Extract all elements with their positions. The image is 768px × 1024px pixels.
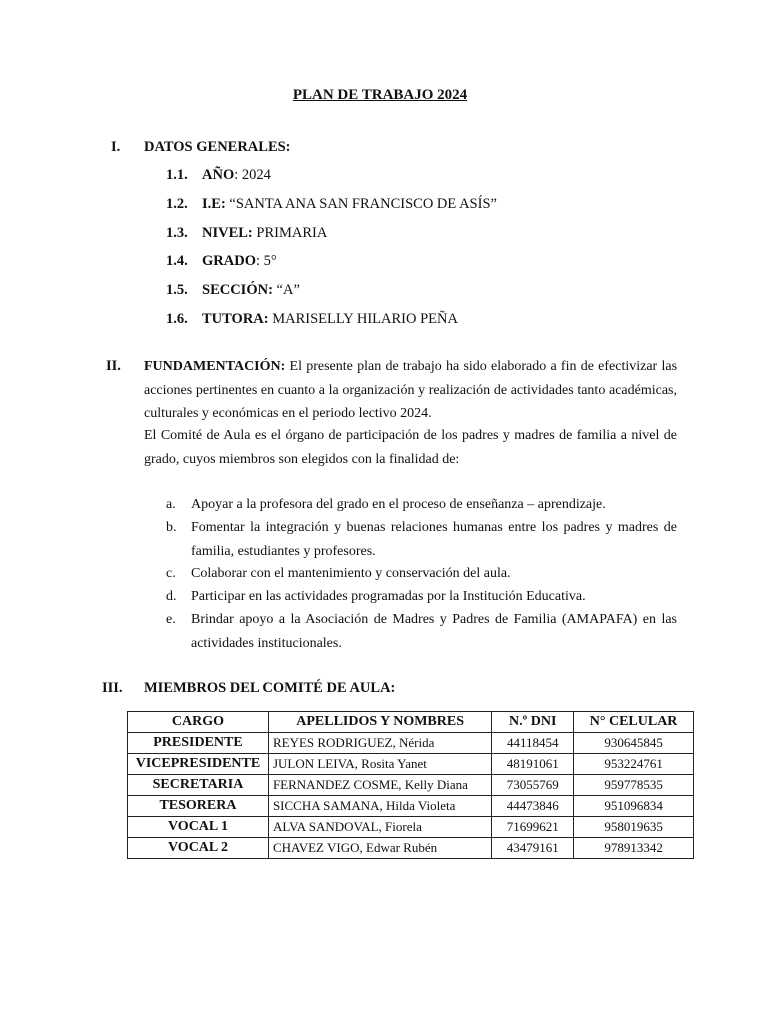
- objective-letter: c.: [166, 566, 176, 581]
- cell-nombre: CHAVEZ VIGO, Edwar Rubén: [268, 838, 491, 859]
- general-item-label: SECCIÓN:: [202, 282, 273, 298]
- section-3-number: III.: [102, 680, 123, 696]
- general-item-value: 2024: [241, 167, 271, 183]
- cell-nombre: SICCHA SAMANA, Hilda Violeta: [268, 796, 491, 817]
- cell-nombre: ALVA SANDOVAL, Fiorela: [268, 817, 491, 838]
- cell-celular: 930645845: [574, 733, 694, 754]
- cell-dni: 48191061: [492, 754, 574, 775]
- general-item-label: NIVEL:: [202, 225, 253, 241]
- table-row: [128, 796, 694, 817]
- cell-celular: 951096834: [574, 796, 694, 817]
- general-item-value: “A”: [276, 282, 300, 298]
- section-1-heading: DATOS GENERALES:: [144, 139, 291, 155]
- general-item-separator: :: [255, 253, 264, 269]
- general-item-number: 1.3.: [166, 225, 188, 241]
- table-row: [128, 754, 694, 775]
- objective-item: [166, 562, 677, 586]
- general-item-value: MARISELLY HILARIO PEÑA: [272, 311, 458, 327]
- cell-dni: 73055769: [492, 775, 574, 796]
- section-2-heading: FUNDAMENTACIÓN:: [144, 359, 286, 374]
- committee-table: [127, 711, 694, 859]
- general-item-label: I.E:: [202, 196, 226, 212]
- cell-celular: 959778535: [574, 775, 694, 796]
- table-row: [128, 733, 694, 754]
- cell-celular: 978913342: [574, 838, 694, 859]
- cell-nombre: FERNANDEZ COSME, Kelly Diana: [268, 775, 491, 796]
- objective-letter: b.: [166, 520, 177, 535]
- cell-cargo: PRESIDENTE: [128, 733, 269, 754]
- objective-text: Colaborar con el mantenimiento y conservación del aula.: [191, 566, 511, 581]
- objective-text: Apoyar a la profesora del grado en el proceso de enseñanza – aprendizaje.: [191, 497, 606, 512]
- general-item-label: AÑO: [202, 167, 235, 183]
- general-item-number: 1.1.: [166, 167, 188, 183]
- objective-letter: e.: [166, 612, 176, 627]
- cell-dni: 43479161: [492, 838, 574, 859]
- section-2-number: II.: [106, 358, 121, 374]
- objective-item: [166, 493, 677, 517]
- cell-nombre: REYES RODRIGUEZ, Nérida: [268, 733, 491, 754]
- cell-dni: 71699621: [492, 817, 574, 838]
- header-celular: N° CELULAR: [574, 712, 694, 733]
- general-item: [166, 167, 271, 184]
- general-item-label: TUTORA:: [202, 311, 269, 327]
- objective-text: Fomentar la integración y buenas relaciones humanas entre los padres y madres de familia, estudiantes y profesores.: [191, 520, 677, 559]
- general-item: [166, 196, 497, 213]
- general-item-value: “SANTA ANA SAN FRANCISCO DE ASÍS”: [229, 196, 497, 212]
- objective-item: [166, 585, 677, 609]
- cell-cargo: VOCAL 2: [128, 838, 269, 859]
- section-1-number: I.: [111, 139, 121, 155]
- general-item: [166, 311, 458, 328]
- table-row: [128, 817, 694, 838]
- objective-text: Brindar apoyo a la Asociación de Madres y Padres de Familia (AMAPAFA) en las actividades institucionales.: [191, 612, 677, 651]
- fundamentacion-paragraph: [144, 355, 677, 426]
- cell-cargo: VICEPRESIDENTE: [128, 754, 269, 775]
- committee-description: El Comité de Aula es el órgano de participación de los padres y madres de familia a nivel de grado, cuyos miembros son elegidos con la finalidad de:: [144, 428, 677, 467]
- cell-nombre: JULON LEIVA, Rosita Yanet: [268, 754, 491, 775]
- table-row: [128, 775, 694, 796]
- section-3-heading: MIEMBROS DEL COMITÉ DE AULA:: [144, 680, 396, 696]
- header-dni: N.º DNI: [492, 712, 574, 733]
- general-item-number: 1.2.: [166, 196, 188, 212]
- general-item-value: 5°: [263, 253, 277, 269]
- objective-letter: a.: [166, 497, 176, 512]
- general-item-number: 1.5.: [166, 282, 188, 298]
- objective-item: [166, 608, 677, 655]
- objective-text: Participar en las actividades programadas por la Institución Educativa.: [191, 589, 586, 604]
- cell-cargo: SECRETARIA: [128, 775, 269, 796]
- cell-dni: 44118454: [492, 733, 574, 754]
- general-item-label: GRADO: [202, 253, 256, 269]
- general-item: [166, 225, 327, 242]
- document-title: PLAN DE TRABAJO 2024: [292, 87, 468, 103]
- table-header-row: [128, 712, 694, 733]
- cell-celular: 953224761: [574, 754, 694, 775]
- cell-celular: 958019635: [574, 817, 694, 838]
- general-item-number: 1.6.: [166, 311, 188, 327]
- table-row: [128, 838, 694, 859]
- fundamentacion-text: El presente plan de trabajo ha sido elaborado a fin de efectivizar las acciones pertinentes en cuanto a la organización y realización de actividades tanto académicas, culturales y económicas en el periodo lectivo 2024.: [144, 359, 678, 421]
- header-nombres: APELLIDOS Y NOMBRES: [268, 712, 491, 733]
- general-item-separator: :: [234, 167, 242, 183]
- objective-item: [166, 516, 677, 563]
- general-item: [166, 253, 277, 270]
- objective-letter: d.: [166, 589, 177, 604]
- general-item-value: PRIMARIA: [256, 225, 328, 241]
- cell-cargo: VOCAL 1: [128, 817, 269, 838]
- cell-dni: 44473846: [492, 796, 574, 817]
- header-cargo: CARGO: [128, 712, 269, 733]
- general-item-number: 1.4.: [166, 253, 188, 269]
- cell-cargo: TESORERA: [128, 796, 269, 817]
- general-item: [166, 282, 300, 299]
